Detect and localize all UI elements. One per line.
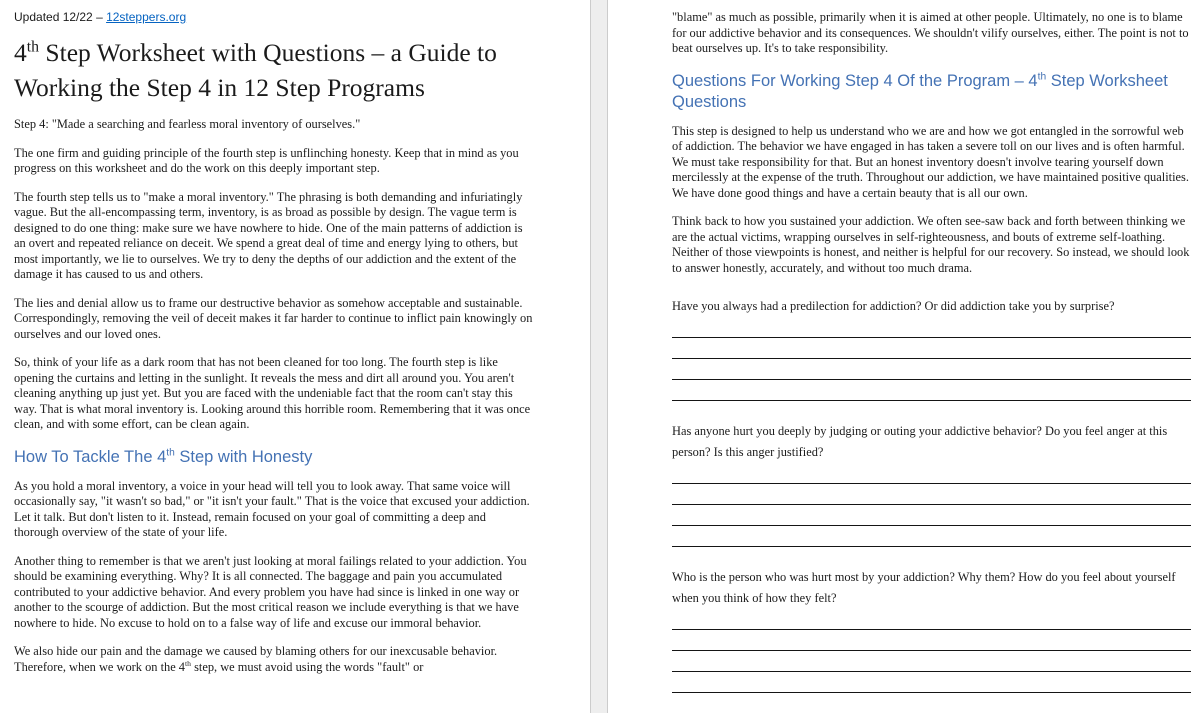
para-think-back: Think back to how you sustained your addiction. We often see-saw back and forth between thinking we are the actual victims, wrapping ourselves in self-righteousness, and bouts of extreme self-loathing. Neither of those viewpoints is honest, and neither is helpful for our recovery. So instead, we should look to answer honestly, accurately, and without too much drama. <box>672 214 1190 275</box>
answer-line[interactable] <box>672 609 1191 630</box>
section-heading-honesty: How To Tackle The 4th Step with Honesty <box>14 447 313 466</box>
question-predilection: Have you always had a predilection for addiction? Or did addiction take you by surprise? <box>672 299 1115 313</box>
section-heading-questions: Questions For Working Step 4 Of the Program – 4th Step Worksheet Questions <box>672 71 1168 111</box>
para-blame-continuation: "blame" as much as possible, primarily when it is aimed at other people. Ultimately, no one is to blame for our addictive behavior and its consequences. We shouldn't vilify ourselves, either. The point is not to beat ourselves up. It's to take responsibility. <box>672 10 1189 55</box>
answer-line[interactable] <box>672 630 1191 651</box>
answer-line[interactable] <box>672 463 1191 484</box>
answer-lines-group-2 <box>672 463 1191 547</box>
answer-line[interactable] <box>672 380 1191 401</box>
answer-line[interactable] <box>672 672 1191 693</box>
answer-line[interactable] <box>672 651 1191 672</box>
answer-line[interactable] <box>672 359 1191 380</box>
question-person-hurt-most: Who is the person who was hurt most by your addiction? Why them? How do you feel about yourself when you think of how they felt? <box>672 570 1176 605</box>
updated-line <box>14 10 533 25</box>
para-fault-or: We also hide our pain and the damage we caused by blaming others for our inexcusable behavior. Therefore, when we work on the 4th step, we must avoid using the words "fault" or <box>14 644 498 674</box>
answer-line[interactable] <box>672 484 1191 505</box>
page-right <box>607 0 1198 713</box>
answer-lines-group-1 <box>672 317 1191 401</box>
answer-line[interactable] <box>672 505 1191 526</box>
para-moral-inventory: The fourth step tells us to "make a moral inventory." The phrasing is both demanding and infuriatingly vague. But the all-encompassing term, inventory, is as broad as possible by design. The vague term is designed to do one thing: make sure we have nowhere to hide. One of the main patterns of addiction is an overt and repeated reliance on deceit. We spend a great deal of time and energy lying to others, but most importantly, we lie to ourselves. We try to deny the depths of our addiction and the extent of the damage it has caused to us and others. <box>14 189 523 281</box>
answer-lines-group-3 <box>672 609 1191 693</box>
para-examine-everything: Another thing to remember is that we aren't just looking at moral failings related to your addiction. You should be examining everything. Why? It is all connected. The baggage and pain you accumulated contributed to your addictive behavior. And every problem you have had since is linked in one way or another to the scourge of addiction. But the most critical reason we include everything is that we have nowhere to hide. No excuse to hold on to a false way of life and excuse our immoral behavior. <box>14 553 527 630</box>
document-title: 4th Step Worksheet with Questions – a Guide to Working the Step 4 in 12 Step Programs <box>14 38 497 102</box>
answer-line[interactable] <box>672 317 1191 338</box>
para-honesty-principle: The one firm and guiding principle of the fourth step is unflinching honesty. Keep that in mind as you progress on this worksheet and do the work on this deeply important step. <box>14 145 519 175</box>
para-dark-room: So, think of your life as a dark room that has not been cleaned for too long. The fourth step is like opening the curtains and letting in the sunlight. It reveals the mess and dirt all around you. You aren't cleaning anything up just yet. But you are faced with the undeniable fact that the room can't stay this way. That is what moral inventory is. Looking around this horrible room. Remembering that it was once clean, and with some effort, can be clean again. <box>14 355 531 431</box>
para-lies-denial: The lies and denial allow us to frame our destructive behavior as somehow acceptable and sustainable. Correspondingly, removing the veil of deceit makes it far harder to continue to inflict pain knowingly on ourselves and our loved ones. <box>14 295 533 341</box>
updated-text: Updated 12/22 – <box>14 10 107 24</box>
answer-line[interactable] <box>672 338 1191 359</box>
question-hurt-by-judging: Has anyone hurt you deeply by judging or outing your addictive behavior? Do you feel anger at this person? Is this anger justified? <box>672 424 1168 459</box>
page-left <box>0 0 591 713</box>
para-step4-quote: Step 4: "Made a searching and fearless moral inventory of ourselves." <box>14 117 361 131</box>
para-voice-in-head: As you hold a moral inventory, a voice in your head will tell you to look away. That same voice will occasionally say, "it wasn't so bad," or "it isn't your fault." That is the voice that excused your addiction. Let it talk. But don't listen to it. Instead, remain focused on your goal of committing a deep and thorough overview of the state of your life. <box>14 478 530 539</box>
answer-line[interactable] <box>672 526 1191 547</box>
para-step-designed: This step is designed to help us understand who we are and how we got entangled in the sorrowful web of addiction. The behavior we have engaged in has taken a severe toll on our lives and is often harmful. We must take responsibility for that. But an honest inventory doesn't involve tearing yourself down mercilessly at the expense of the truth. Throughout our addiction, we have maintained positive qualities. We have done good things and have a certain beauty that is all our own. <box>672 123 1189 200</box>
12steppers-link[interactable]: 12steppers.org <box>106 10 187 24</box>
